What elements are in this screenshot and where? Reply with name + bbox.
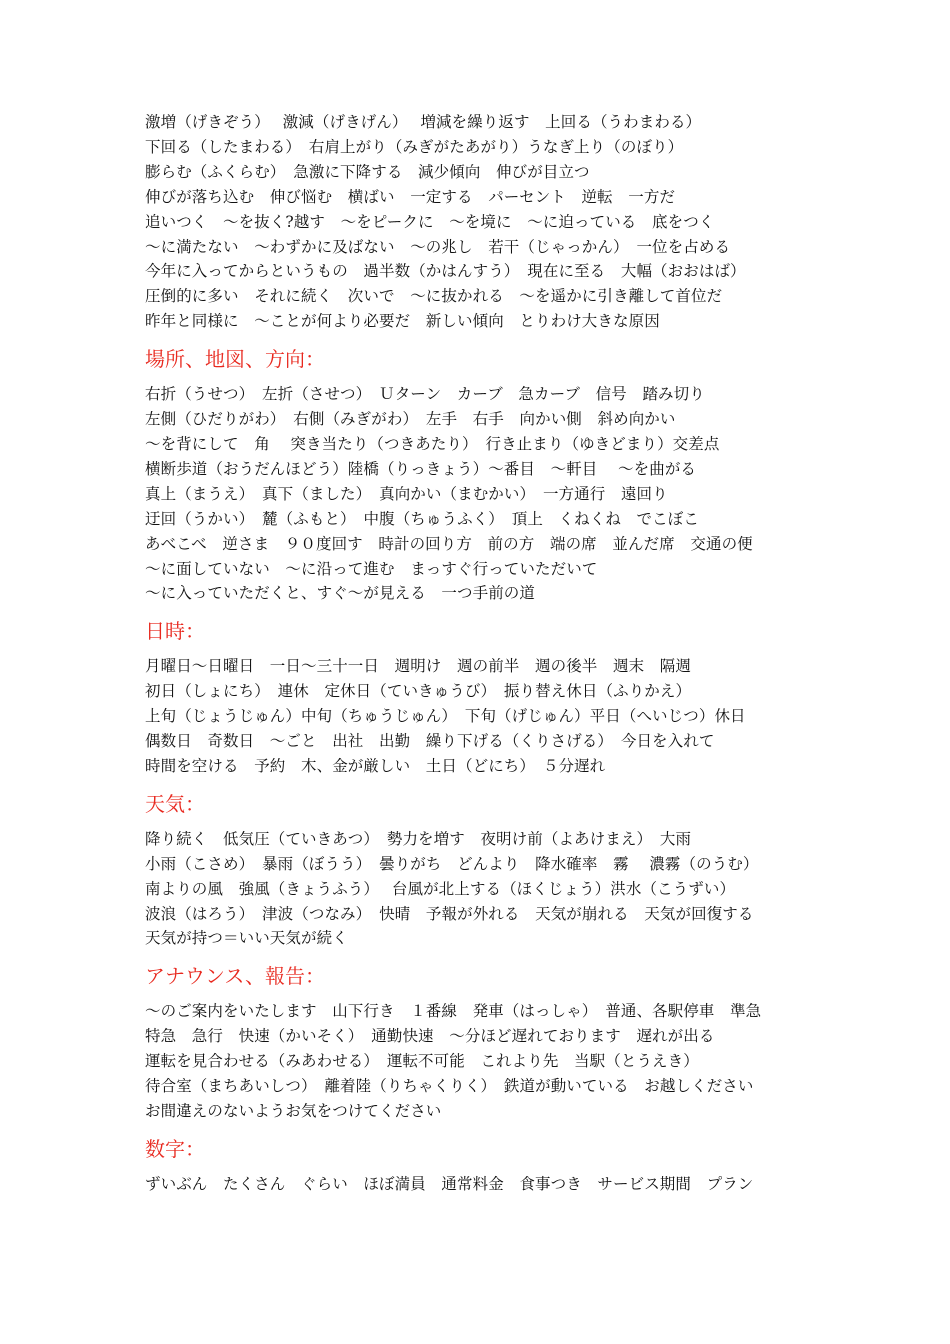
vocab-line: 上旬（じょうじゅん）中旬（ちゅうじゅん） 下旬（げじゅん）平日（へいじつ）休日 (145, 707, 746, 726)
vocab-line: 左側（ひだりがわ） 右側（みぎがわ） 左手 右手 向かい側 斜め向かい (145, 410, 676, 429)
vocab-line: 下回る（したまわる） 右肩上がり（みぎがたあがり）うなぎ上り（のぼり） (145, 137, 684, 156)
vocab-line: 待合室（まちあいしつ） 離着陸（りちゃくりく） 鉄道が動いている お越しください (145, 1077, 754, 1096)
section-heading: 数字： (145, 1136, 205, 1161)
vocab-section (145, 344, 825, 606)
vocab-line: 運転を見合わせる（みあわせる） 運転不可能 これより先 当駅（とうえき） (145, 1052, 699, 1071)
vocab-line: 激増（げきぞう） 激減（げきげん） 増減を繰り返す 上回る（うわまわる） (145, 113, 702, 131)
vocab-line: 圧倒的に多い それに続く 次いで ～に抜かれる ～を遥かに引き離して首位だ (145, 287, 723, 306)
section-heading: アナウンス、報告： (145, 964, 325, 989)
vocab-section (145, 1134, 825, 1197)
vocab-line: 膨らむ（ふくらむ） 急激に下降する 減少傾向 伸びが目立つ (145, 162, 590, 181)
vocab-line: 昨年と同様に ～ことが何より必要だ 新しい傾向 とりわけ大きな原因 (145, 312, 660, 331)
vocab-line: 偶数日 奇数日 ～ごと 出社 出勤 繰り下げる（くりさげる） 今日を入れて (145, 732, 715, 751)
vocab-line: 小雨（こさめ） 暴雨（ぼうう） 曇りがち どんより 降水確率 霧 濃霧（のうむ） (145, 854, 759, 873)
vocab-line: 右折（うせつ） 左折（させつ） Ｕターン カーブ 急カーブ 信号 踏み切り (145, 385, 705, 404)
vocab-line: 天気が持つ＝いい天気が続く (145, 929, 348, 948)
vocab-line: 南よりの風 強風（きょうふう） 台風が北上する（ほくじょう）洪水（こうずい） (145, 879, 736, 898)
vocab-line: 時間を空ける 予約 木、金が厳しい 土日（どにち） ５分遅れ (145, 756, 606, 775)
vocab-section (145, 110, 825, 334)
document-page (145, 110, 825, 1197)
vocab-line: ～のご案内をいたします 山下行き １番線 発車（はっしゃ） 普通、各駅停車 準急 (145, 1002, 762, 1021)
vocab-section (145, 961, 825, 1124)
vocab-section (145, 789, 825, 952)
vocab-line: 伸びが落ち込む 伸び悩む 横ばい 一定する パーセント 逆転 一方だ (145, 187, 676, 206)
vocab-line: 迂回（うかい） 麓（ふもと） 中腹（ちゅうふく） 頂上 くねくね でこぼこ (145, 509, 699, 528)
vocab-line: ～を背にして 角 突き当たり（つきあたり） 行き止まり（ゆきどまり）交差点 (145, 434, 720, 453)
section-heading: 場所、地図、方向： (145, 347, 325, 372)
section-heading: 日時： (145, 619, 205, 644)
vocab-line: 追いつく ～を抜く?越す ～をピークに ～を境に ～に迫っている 底をつく (145, 212, 715, 231)
vocab-line: お間違えのないようお気をつけてください (145, 1102, 442, 1120)
vocab-line: ～に面していない ～に沿って進む まっすぐ行っていただいて (145, 559, 598, 578)
vocab-line: ～に入っていただくと、すぐ～が見える 一つ手前の道 (145, 584, 536, 603)
vocab-line: ずいぶん たくさん ぐらい ほぼ満員 通常料金 食事つき サービス期間 プラン (145, 1174, 754, 1193)
vocab-line: あべこべ 逆さま ９０度回す 時計の回り方 前の方 端の席 並んだ席 交通の便 (145, 534, 753, 553)
vocab-line: 横断歩道（おうだんほどう）陸橋（りっきょう）～番目 ～軒目 ～を曲がる (145, 459, 697, 478)
vocab-line: 初日（しょにち） 連休 定休日（ていきゅうび） 振り替え休日（ふりかえ） (145, 682, 692, 701)
vocab-line: 特急 急行 快速（かいそく） 通勤快速 ～分ほど遅れております 遅れが出る (145, 1027, 715, 1046)
vocab-line: ～に満たない ～わずかに及ばない ～の兆し 若干（じゃっかん） 一位を占める (145, 237, 731, 256)
vocab-line: 月曜日～日曜日 一日～三十一日 週明け 週の前半 週の後半 週末 隔週 (145, 657, 692, 676)
vocab-section (145, 616, 825, 779)
vocab-line: 真上（まうえ） 真下（ました） 真向かい（まむかい） 一方通行 遠回り (145, 484, 668, 503)
vocab-line: 波浪（はろう） 津波（つなみ） 快晴 予報が外れる 天気が崩れる 天気が回復する (145, 904, 754, 923)
vocab-line: 今年に入ってからというもの 過半数（かはんすう） 現在に至る 大幅（おおはば） (145, 262, 746, 281)
section-heading: 天気： (145, 791, 205, 816)
vocab-line: 降り続く 低気圧（ていきあつ） 勢力を増す 夜明け前（よあけまえ） 大雨 (145, 829, 692, 848)
